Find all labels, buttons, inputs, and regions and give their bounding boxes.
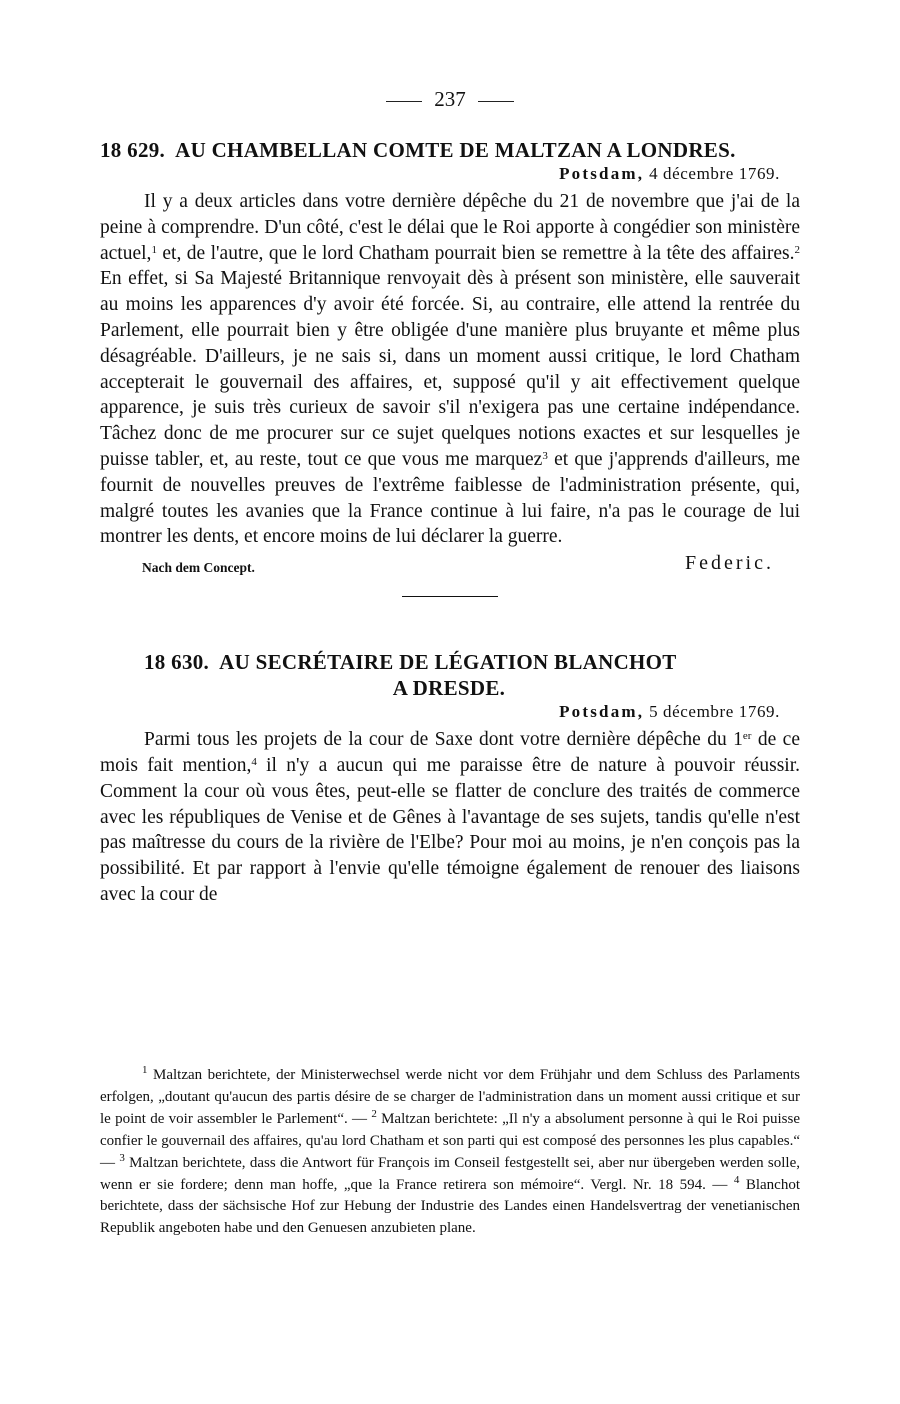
letter1-place-date bbox=[100, 163, 800, 185]
letter2-text-2: de ce mois fait mention, bbox=[100, 729, 800, 776]
letter2-number: 18 630. bbox=[144, 650, 210, 675]
letter2-title-1: AU SECRÉTAIRE DE LÉGATION BLANCHOT bbox=[219, 650, 677, 675]
footnote-ref-3: 3 bbox=[542, 449, 548, 462]
letter2-text-1: Parmi tous les projets de la cour de Saxe dont votre dernière dépêche du 1 bbox=[144, 729, 743, 751]
letter2-text-3: il n'y a aucun qui me paraisse être de nature à pouvoir réussir. Comment la cour où vous êtes, peut-elle se flatter de conclure des traités de commerce avec les républiques de Venise et de Gênes à l'avantage de ses sujets, tandis qu'elle n'est pas maîtresse du cours de la rivière de l'Elbe? Pour moi au moins, je n'en conçois pas la possibilité. Et par rapport à l'envie qu'elle témoigne également de renouer des liaisons avec la cour de bbox=[100, 754, 800, 905]
footnotes bbox=[100, 1065, 800, 1240]
letter1-text-3: En effet, si Sa Majesté Britannique renvoyait dès à présent son ministère, elle sauverait au moins les apparences d'y avoir été forcée. Si, au contraire, elle attend la rentrée du Parlement, elle pourrait bien y être obligée d'une manière plus bruyante et même plus désagréable. D'ailleurs, je ne sais si, dans un moment aussi critique, le lord Chatham accepterait le gouvernail des affaires, et, supposé qu'il y ait effectivement quelque apparence, je suis très curieux de savoir s'il n'exigera pas une certaine indépendance. Tâchez donc de me procurer sur ce sujet quelques notions exactes et sur lesquelles je puisse tabler, et, au reste, tout ce que vous me marquez bbox=[100, 268, 800, 470]
footnote-4: Blanchot berichtete, dass der sächsische Hof zur Hebung der Industrie des Landes einen Handelsvertrag der venetianischen Republik angeboten habe und den Genuesen anzubieten plane. bbox=[100, 1176, 800, 1237]
letter1-title: AU CHAMBELLAN COMTE DE MALTZAN A LONDRES. bbox=[175, 138, 736, 162]
letter1-text-1: Il y a deux articles dans votre dernière dépêche du 21 de novembre que j'ai de la peine à comprendre. D'un côté, c'est le délai que le Roi apporte à congédier son ministère actuel, bbox=[100, 191, 800, 264]
letter2-date: 5 décembre 1769. bbox=[649, 702, 780, 722]
footnote-2: Maltzan berichtete: „Il n'y a absolument personne à qui le Roi puisse confier le gouvernail des affaires, qu'au lord Chatham et son parti qui est composé des personnes les plus capables.“ — bbox=[100, 1110, 801, 1171]
letter1-city: Potsdam, bbox=[559, 164, 645, 183]
footnote-ref-2: 2 bbox=[794, 243, 800, 256]
letter1-signature: Federic. bbox=[685, 552, 774, 575]
letter2-text bbox=[100, 727, 800, 908]
footnote-1: Maltzan berichtete, der Ministerwechsel werde nicht vor dem Frühjahr und dem Schluss des Parlaments erfolgen, „doutant qu'aucun des partis désire de se charger de l'administration dans un moment aussi critique et sur le point de voir assembler le Parlement“. — bbox=[100, 1067, 800, 1127]
footnote-ref-1: 1 bbox=[151, 243, 157, 256]
footnote-mark-1: 1 bbox=[142, 1064, 148, 1076]
page-number bbox=[100, 84, 800, 114]
letter1-text-4: et que j'apprends d'ailleurs, me fournit de nouvelles preuves de l'extrême faiblesse de l'administration présente, qui, malgré toutes les avanies que la France continue à lui faire, n'a pas le courage de lui montrer les dents, et encore moins de lui déclarer la guerre. bbox=[100, 448, 800, 548]
footnote-ref-4: 4 bbox=[251, 755, 257, 768]
letter1-text-2: et, de l'autre, que le lord Chatham pourrait bien se remettre à la tête des affaires. bbox=[156, 242, 795, 264]
letter1-heading bbox=[100, 137, 800, 163]
page-number-value: 237 bbox=[434, 87, 466, 111]
page-number-dash-right bbox=[478, 101, 514, 102]
letter1-source: Nach dem Concept. bbox=[142, 560, 255, 576]
letter1-closing bbox=[100, 552, 800, 578]
letter1-number: 18 629. bbox=[100, 138, 166, 162]
page-body bbox=[100, 84, 800, 908]
footnote-mark-2: 2 bbox=[371, 1107, 377, 1120]
letter1-date: 4 décembre 1769. bbox=[649, 164, 780, 183]
footnote-3: Maltzan berichtete, dass die Antwort für François im Conseil festgestellt sei, aber nur übergeben werden solle, wenn er sie fordere; denn man hoffe, „que la France retirera son mémoire“. Vergl. Nr. 18 594. — bbox=[100, 1154, 800, 1193]
footnote-mark-4: 4 bbox=[733, 1173, 740, 1186]
letter1-text bbox=[100, 189, 800, 550]
letter2-city: Potsdam, bbox=[559, 702, 645, 722]
footnote-mark-3: 3 bbox=[119, 1151, 125, 1164]
letter2-heading bbox=[100, 649, 754, 701]
section-divider bbox=[402, 596, 498, 597]
letter2-place-date bbox=[100, 701, 800, 723]
letter2-title-2: A DRESDE. bbox=[392, 676, 506, 701]
page-number-dash-left bbox=[386, 101, 422, 102]
letter2-ordinal: er bbox=[742, 730, 752, 743]
